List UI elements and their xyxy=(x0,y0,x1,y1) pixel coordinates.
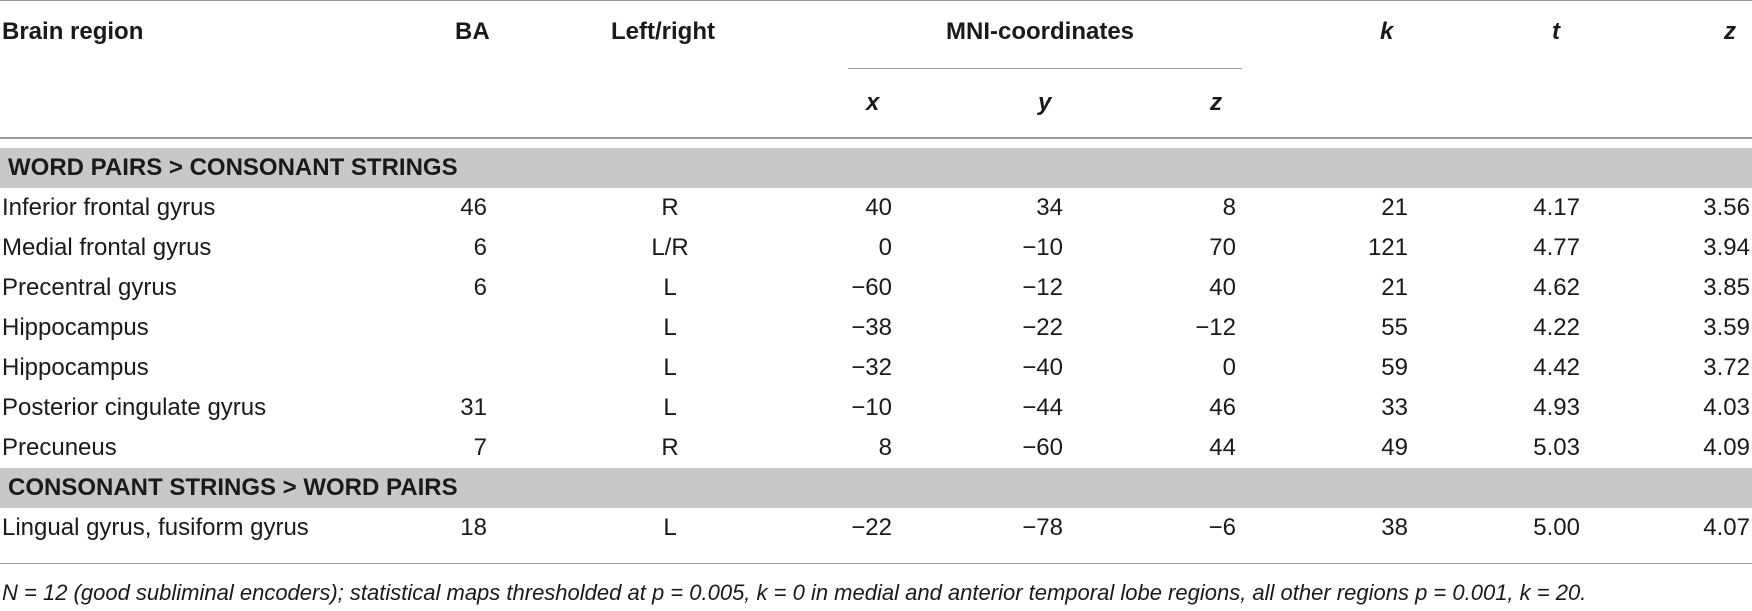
cell-z-score: 3.85 xyxy=(1703,274,1750,301)
cell-y: −78 xyxy=(1022,514,1063,541)
table-row xyxy=(0,388,1752,428)
cell-z-score: 4.07 xyxy=(1703,514,1750,541)
cell-x: −38 xyxy=(851,314,892,341)
section-label: WORD PAIRS > CONSONANT STRINGS xyxy=(8,154,458,181)
cell-z: −6 xyxy=(1208,514,1236,541)
cell-k: 21 xyxy=(1381,194,1408,221)
cell-region: Precentral gyrus xyxy=(2,274,177,301)
cell-left-right: L xyxy=(663,354,677,381)
table-row xyxy=(0,228,1752,268)
cell-region: Medial frontal gyrus xyxy=(2,234,212,261)
cell-z: 46 xyxy=(1209,394,1236,421)
cell-z: 0 xyxy=(1222,354,1236,381)
cell-y: −10 xyxy=(1022,234,1063,261)
header-z-coord: z xyxy=(1210,89,1222,116)
cell-region: Hippocampus xyxy=(2,314,149,341)
cell-left-right: L xyxy=(663,514,677,541)
header-x: x xyxy=(866,89,880,116)
header-ba: BA xyxy=(455,18,490,45)
cell-y: 34 xyxy=(1036,194,1063,221)
header-brain-region: Brain region xyxy=(2,18,144,45)
cell-y: −60 xyxy=(1022,434,1063,461)
cell-x: −22 xyxy=(851,514,892,541)
cell-t: 4.17 xyxy=(1533,194,1580,221)
table-row xyxy=(0,308,1752,348)
cell-t: 5.03 xyxy=(1533,434,1580,461)
section-header xyxy=(0,468,1752,508)
cell-left-right: L xyxy=(663,274,677,301)
cell-region: Inferior frontal gyrus xyxy=(2,194,216,221)
cell-t: 4.22 xyxy=(1533,314,1580,341)
table-row xyxy=(0,188,1752,228)
section-label: CONSONANT STRINGS > WORD PAIRS xyxy=(8,474,458,501)
cell-x: 8 xyxy=(878,434,892,461)
cell-z-score: 3.59 xyxy=(1703,314,1750,341)
cell-y: −22 xyxy=(1022,314,1063,341)
cell-ba: 18 xyxy=(460,514,487,541)
header-t: t xyxy=(1552,18,1560,45)
cell-z: 40 xyxy=(1209,274,1236,301)
cell-k: 38 xyxy=(1381,514,1408,541)
cell-y: −44 xyxy=(1022,394,1063,421)
cell-x: −60 xyxy=(851,274,892,301)
cell-k: 21 xyxy=(1381,274,1408,301)
cell-ba: 31 xyxy=(460,394,487,421)
table-row xyxy=(0,428,1752,468)
cell-ba: 6 xyxy=(473,274,487,301)
cell-y: −12 xyxy=(1022,274,1063,301)
cell-x: 0 xyxy=(878,234,892,261)
cell-region: Lingual gyrus, fusiform gyrus xyxy=(2,514,309,541)
cell-t: 4.77 xyxy=(1533,234,1580,261)
cell-x: −32 xyxy=(851,354,892,381)
header-mni-coordinates: MNI-coordinates xyxy=(946,18,1135,45)
mni-subheader-rule xyxy=(848,68,1242,69)
bottom-rule xyxy=(0,563,1752,564)
top-rule xyxy=(0,0,1752,1)
table-row xyxy=(0,508,1752,548)
table-row xyxy=(0,268,1752,308)
section-header xyxy=(0,148,1752,188)
cell-k: 121 xyxy=(1367,234,1408,261)
header-rule xyxy=(0,137,1752,139)
cell-y: −40 xyxy=(1022,354,1063,381)
header-z-score: z xyxy=(1724,18,1736,45)
cell-left-right: L/R xyxy=(651,234,689,261)
cell-z-score: 3.72 xyxy=(1703,354,1750,381)
cell-z: 8 xyxy=(1222,194,1236,221)
cell-z-score: 3.94 xyxy=(1703,234,1750,261)
cell-ba: 46 xyxy=(460,194,487,221)
cell-z-score: 4.09 xyxy=(1703,434,1750,461)
cell-region: Hippocampus xyxy=(2,354,149,381)
cell-left-right: L xyxy=(663,394,677,421)
cell-z: −12 xyxy=(1195,314,1236,341)
cell-t: 4.93 xyxy=(1533,394,1580,421)
header-y: y xyxy=(1038,89,1052,116)
table-footnote: N = 12 (good subliminal encoders); statistical maps thresholded at p = 0.005, k = 0 in medial and anterior temporal lobe regions, all other regions p = 0.001, k = 20. xyxy=(2,580,1587,605)
header-k: k xyxy=(1380,18,1394,45)
cell-z-score: 4.03 xyxy=(1703,394,1750,421)
cell-k: 49 xyxy=(1381,434,1408,461)
cell-z-score: 3.56 xyxy=(1703,194,1750,221)
cell-t: 4.62 xyxy=(1533,274,1580,301)
cell-ba: 7 xyxy=(473,434,487,461)
table-row xyxy=(0,348,1752,388)
cell-x: 40 xyxy=(865,194,892,221)
cell-t: 5.00 xyxy=(1533,514,1580,541)
cell-t: 4.42 xyxy=(1533,354,1580,381)
cell-region: Posterior cingulate gyrus xyxy=(2,394,267,421)
cell-z: 44 xyxy=(1209,434,1236,461)
cell-k: 55 xyxy=(1381,314,1408,341)
cell-ba: 6 xyxy=(473,234,487,261)
cell-k: 33 xyxy=(1381,394,1408,421)
cell-left-right: R xyxy=(661,194,679,221)
cell-z: 70 xyxy=(1209,234,1236,261)
cell-x: −10 xyxy=(851,394,892,421)
cell-left-right: L xyxy=(663,314,677,341)
header-left-right: Left/right xyxy=(611,18,715,45)
cell-region: Precuneus xyxy=(2,434,117,461)
cell-k: 59 xyxy=(1381,354,1408,381)
cell-left-right: R xyxy=(661,434,679,461)
